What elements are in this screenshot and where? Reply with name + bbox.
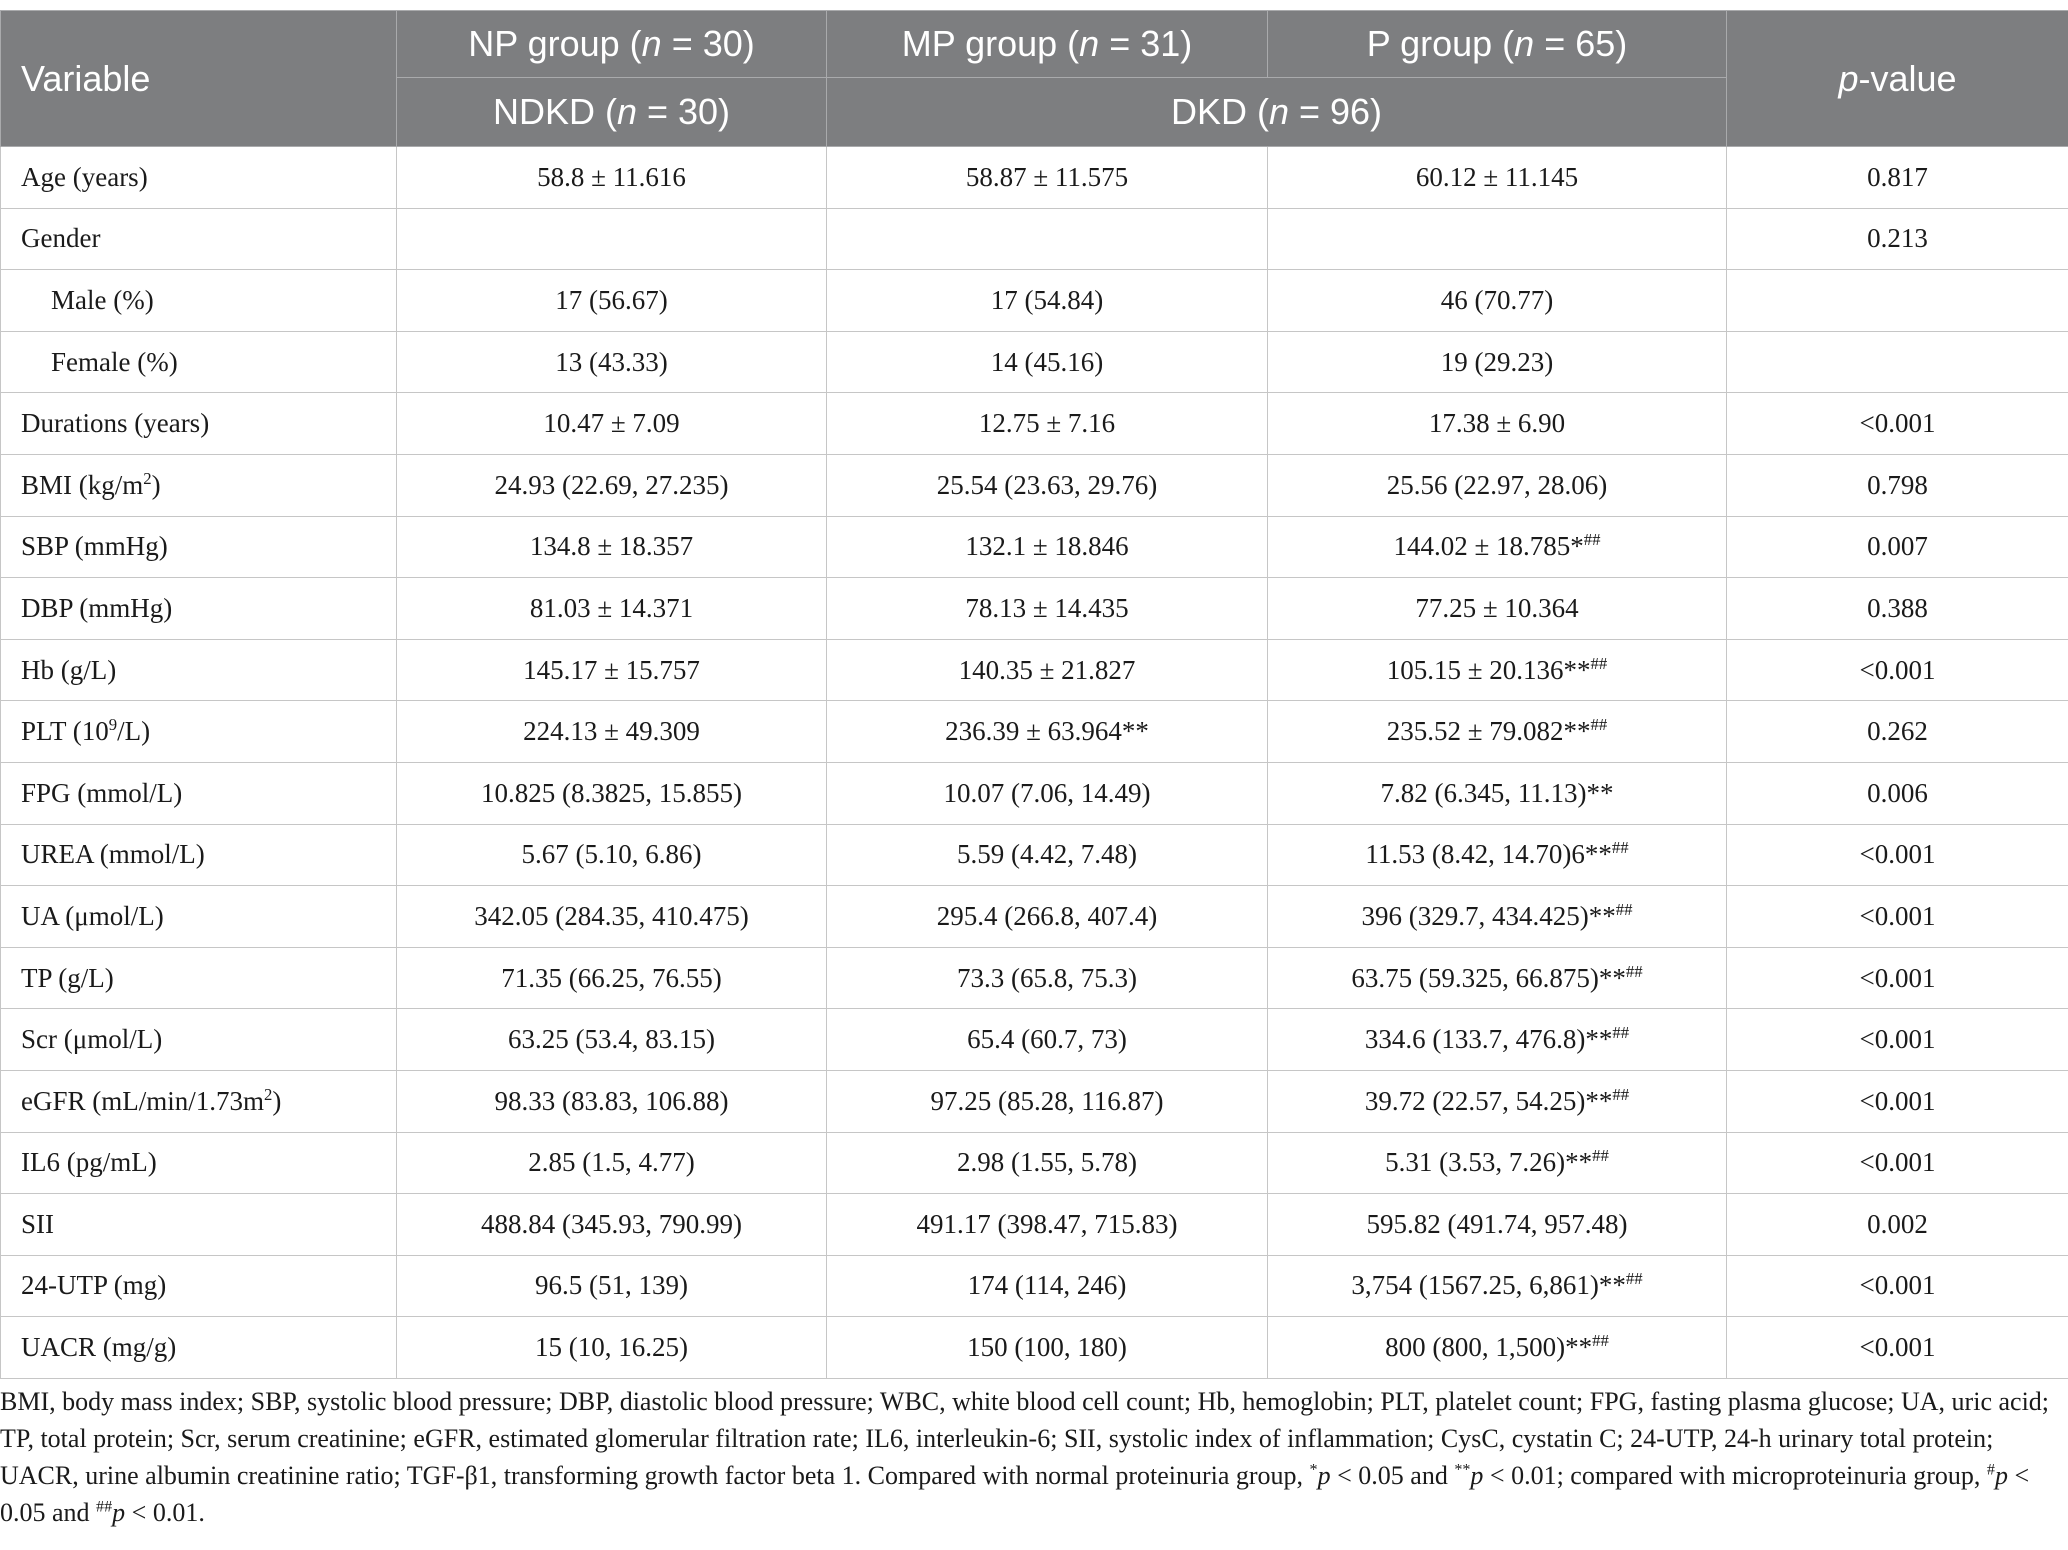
cell-p-group: 3,754 (1567.25, 6,861)**##	[1268, 1255, 1727, 1317]
cell-p-group: 5.31 (3.53, 7.26)**##	[1268, 1132, 1727, 1194]
cell-p-value: 0.817	[1727, 147, 2068, 209]
table-body	[1, 147, 2068, 1379]
cell-p-value: 0.798	[1727, 454, 2068, 516]
table-row	[1, 886, 2068, 948]
cell-p-value: <0.001	[1727, 1317, 2068, 1379]
table-row	[1, 393, 2068, 455]
cell-p-value: <0.001	[1727, 1132, 2068, 1194]
cell-np-group: 342.05 (284.35, 410.475)	[397, 886, 827, 948]
cell-variable: UA (μmol/L)	[1, 886, 397, 948]
table-row	[1, 762, 2068, 824]
cell-variable: 24-UTP (mg)	[1, 1255, 397, 1317]
cell-mp-group: 132.1 ± 18.846	[827, 516, 1268, 578]
cell-variable: BMI $(kg/m^2)$	[1, 454, 397, 516]
cell-variable: Female (%)	[1, 331, 397, 393]
cell-p-group: 334.6 (133.7, 476.8)**##	[1268, 1009, 1727, 1071]
cell-variable: UREA (mmol/L)	[1, 824, 397, 886]
cell-np-group: 17 (56.67)	[397, 270, 827, 332]
cell-np-group: 13 (43.33)	[397, 331, 827, 393]
header-variable: Variable	[1, 11, 397, 147]
cell-variable: Age (years)	[1, 147, 397, 209]
table-container	[0, 10, 2068, 1379]
header-p-value: p-value	[1727, 11, 2068, 147]
table-row	[1, 947, 2068, 1009]
cell-np-group: 134.8 ± 18.357	[397, 516, 827, 578]
cell-variable: Scr (μmol/L)	[1, 1009, 397, 1071]
cell-variable: PLT $(10^9/L)$	[1, 701, 397, 763]
cell-variable: IL6 (pg/mL)	[1, 1132, 397, 1194]
cell-variable: DBP (mmHg)	[1, 578, 397, 640]
table-row	[1, 639, 2068, 701]
cell-variable: UACR (mg/g)	[1, 1317, 397, 1379]
table-row	[1, 1009, 2068, 1071]
table-row	[1, 208, 2068, 270]
cell-p-group: 25.56 (22.97, 28.06)	[1268, 454, 1727, 516]
cell-np-group: 488.84 (345.93, 790.99)	[397, 1194, 827, 1256]
cell-p-value: <0.001	[1727, 639, 2068, 701]
cell-mp-group: 150 (100, 180)	[827, 1317, 1268, 1379]
cell-mp-group: 97.25 (85.28, 116.87)	[827, 1070, 1268, 1132]
header-p-group: P group (n = 65)	[1268, 11, 1727, 78]
cell-np-group: 2.85 (1.5, 4.77)	[397, 1132, 827, 1194]
cell-p-value: <0.001	[1727, 886, 2068, 948]
table-row	[1, 331, 2068, 393]
header-ndkd: NDKD (n = 30)	[397, 78, 827, 147]
baseline-characteristics-table	[0, 10, 2068, 1379]
cell-p-group: 396 (329.7, 434.425)**##	[1268, 886, 1727, 948]
table-row	[1, 454, 2068, 516]
cell-np-group: 15 (10, 16.25)	[397, 1317, 827, 1379]
header-mp-group: MP group (n = 31)	[827, 11, 1268, 78]
cell-mp-group: 491.17 (398.47, 715.83)	[827, 1194, 1268, 1256]
cell-p-group: 11.53 (8.42, 14.70)6**##	[1268, 824, 1727, 886]
cell-mp-group: 236.39 ± 63.964**	[827, 701, 1268, 763]
table-row	[1, 701, 2068, 763]
cell-variable: Gender	[1, 208, 397, 270]
header-row-1	[1, 11, 2068, 78]
cell-p-group: 105.15 ± 20.136**##	[1268, 639, 1727, 701]
cell-p-value: 0.002	[1727, 1194, 2068, 1256]
cell-p-value: <0.001	[1727, 824, 2068, 886]
cell-mp-group: 73.3 (65.8, 75.3)	[827, 947, 1268, 1009]
cell-mp-group: 5.59 (4.42, 7.48)	[827, 824, 1268, 886]
table-row	[1, 1317, 2068, 1379]
cell-p-group: 235.52 ± 79.082**##	[1268, 701, 1727, 763]
cell-np-group	[397, 208, 827, 270]
cell-np-group: 10.47 ± 7.09	[397, 393, 827, 455]
table-footnote: BMI, body mass index; SBP, systolic blood pressure; DBP, diastolic blood pressure; WBC, white blood cell count; Hb, hemoglobin; PLT, platelet count; FPG, fasting plasma glucose; UA, uric acid; TP, total protein; Scr, serum creatinine; eGFR, estimated glomerular filtration rate; IL6, interleukin-6; SII, systolic index of inflammation; CysC, cystatin C; 24-UTP, 24-h urinary total protein; UACR, urine albumin creatinine ratio; TGF-β1, transforming growth factor beta 1. Compared with normal proteinuria group, *p < 0.05 and **p < 0.01; compared with microproteinuria group, #p < 0.05 and ##p < 0.01.	[0, 1387, 2050, 1527]
cell-mp-group: 10.07 (7.06, 14.49)	[827, 762, 1268, 824]
cell-p-value: 0.006	[1727, 762, 2068, 824]
table-header	[1, 11, 2068, 147]
table-row	[1, 516, 2068, 578]
cell-mp-group: 295.4 (266.8, 407.4)	[827, 886, 1268, 948]
cell-np-group: 71.35 (66.25, 76.55)	[397, 947, 827, 1009]
cell-np-group: 5.67 (5.10, 6.86)	[397, 824, 827, 886]
cell-p-group: 19 (29.23)	[1268, 331, 1727, 393]
cell-p-value: <0.001	[1727, 1009, 2068, 1071]
table-row	[1, 1255, 2068, 1317]
cell-np-group: 24.93 (22.69, 27.235)	[397, 454, 827, 516]
cell-variable: Male (%)	[1, 270, 397, 332]
cell-variable: Durations (years)	[1, 393, 397, 455]
cell-variable: SBP (mmHg)	[1, 516, 397, 578]
cell-variable: Hb (g/L)	[1, 639, 397, 701]
cell-p-value	[1727, 331, 2068, 393]
cell-mp-group: 174 (114, 246)	[827, 1255, 1268, 1317]
table-row	[1, 1194, 2068, 1256]
cell-mp-group	[827, 208, 1268, 270]
cell-p-group: 595.82 (491.74, 957.48)	[1268, 1194, 1727, 1256]
cell-mp-group: 17 (54.84)	[827, 270, 1268, 332]
cell-np-group: 145.17 ± 15.757	[397, 639, 827, 701]
cell-p-value: <0.001	[1727, 947, 2068, 1009]
cell-np-group: 81.03 ± 14.371	[397, 578, 827, 640]
cell-p-group: 144.02 ± 18.785*##	[1268, 516, 1727, 578]
cell-p-group: 7.82 (6.345, 11.13)**	[1268, 762, 1727, 824]
cell-variable: eGFR $(mL/\min/1.73m^2)$	[1, 1070, 397, 1132]
cell-np-group: 58.8 ± 11.616	[397, 147, 827, 209]
cell-p-group: 800 (800, 1,500)**##	[1268, 1317, 1727, 1379]
header-np-group: NP group (n = 30)	[397, 11, 827, 78]
cell-np-group: 98.33 (83.83, 106.88)	[397, 1070, 827, 1132]
table-row	[1, 578, 2068, 640]
cell-p-value: <0.001	[1727, 393, 2068, 455]
table-row	[1, 1070, 2068, 1132]
cell-p-value: 0.007	[1727, 516, 2068, 578]
cell-np-group: 10.825 (8.3825, 15.855)	[397, 762, 827, 824]
cell-mp-group: 2.98 (1.55, 5.78)	[827, 1132, 1268, 1194]
cell-p-group	[1268, 208, 1727, 270]
cell-p-group: 77.25 ± 10.364	[1268, 578, 1727, 640]
cell-p-value: 0.213	[1727, 208, 2068, 270]
cell-p-value: <0.001	[1727, 1070, 2068, 1132]
cell-variable: SII	[1, 1194, 397, 1256]
cell-p-group: 46 (70.77)	[1268, 270, 1727, 332]
cell-variable: FPG (mmol/L)	[1, 762, 397, 824]
cell-mp-group: 58.87 ± 11.575	[827, 147, 1268, 209]
cell-mp-group: 25.54 (23.63, 29.76)	[827, 454, 1268, 516]
cell-mp-group: 12.75 ± 7.16	[827, 393, 1268, 455]
table-row	[1, 824, 2068, 886]
cell-p-value: 0.388	[1727, 578, 2068, 640]
cell-p-value	[1727, 270, 2068, 332]
table-row	[1, 270, 2068, 332]
cell-variable: TP (g/L)	[1, 947, 397, 1009]
cell-mp-group: 140.35 ± 21.827	[827, 639, 1268, 701]
table-row	[1, 147, 2068, 209]
header-dkd: DKD (n = 96)	[827, 78, 1727, 147]
cell-p-value: 0.262	[1727, 701, 2068, 763]
cell-mp-group: 65.4 (60.7, 73)	[827, 1009, 1268, 1071]
cell-mp-group: 14 (45.16)	[827, 331, 1268, 393]
cell-np-group: 96.5 (51, 139)	[397, 1255, 827, 1317]
cell-np-group: 63.25 (53.4, 83.15)	[397, 1009, 827, 1071]
table-row	[1, 1132, 2068, 1194]
cell-p-group: 39.72 (22.57, 54.25)**##	[1268, 1070, 1727, 1132]
cell-np-group: 224.13 ± 49.309	[397, 701, 827, 763]
cell-p-group: 63.75 (59.325, 66.875)**##	[1268, 947, 1727, 1009]
cell-mp-group: 78.13 ± 14.435	[827, 578, 1268, 640]
cell-p-group: 17.38 ± 6.90	[1268, 393, 1727, 455]
cell-p-group: 60.12 ± 11.145	[1268, 147, 1727, 209]
cell-p-value: <0.001	[1727, 1255, 2068, 1317]
